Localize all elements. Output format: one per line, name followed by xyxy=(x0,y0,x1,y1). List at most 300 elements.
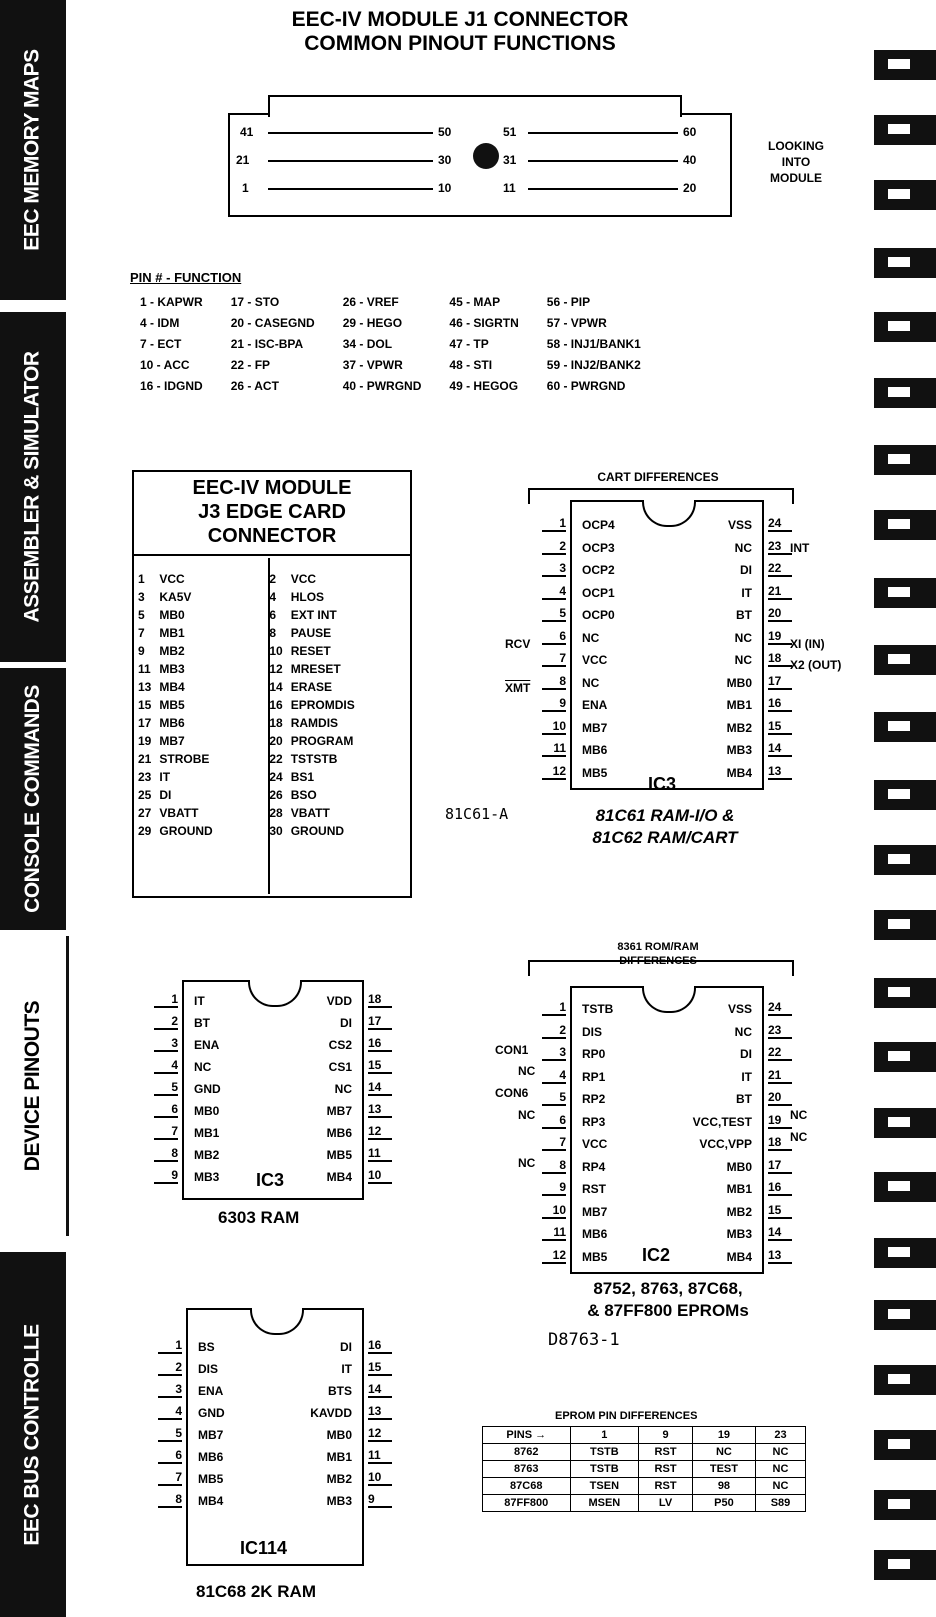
eprom-cell: P50 xyxy=(692,1495,755,1512)
pin-number: 12 xyxy=(542,764,566,780)
pin-number: 17 xyxy=(768,674,792,690)
eprom-cell: LV xyxy=(639,1495,693,1512)
int-label: INT xyxy=(790,541,810,555)
pin-signal: MB6 xyxy=(198,1450,224,1464)
pin-signal: DI xyxy=(740,1047,752,1061)
j3-pin-signal: STROBE xyxy=(159,752,210,766)
pin-signal: MB2 xyxy=(326,1472,352,1486)
pin-signal: DIS xyxy=(198,1362,219,1376)
pin-signal: ENA xyxy=(582,698,608,712)
j3-row xyxy=(134,588,359,606)
pin-number: 5 xyxy=(154,1080,178,1096)
pin-number: 1 xyxy=(542,516,566,532)
pin-signal: VSS xyxy=(727,1002,752,1016)
j3-pin-number: 25 xyxy=(138,788,152,802)
pin-signal: OCP4 xyxy=(582,518,615,532)
j3-pin-number: 3 xyxy=(138,590,145,604)
pin-number: 22 xyxy=(768,1045,792,1061)
pin-number: 20 xyxy=(768,1090,792,1106)
pin-number: 7 xyxy=(542,1135,566,1151)
pin-signal: DIS xyxy=(582,1024,603,1039)
eprom-cell: RST xyxy=(639,1461,693,1478)
pin-number: 20 xyxy=(768,606,792,622)
j3-pin-signal: ERASE xyxy=(290,680,333,694)
j3-pin-signal: EXT INT xyxy=(290,608,337,622)
pin-signal: KAVDD xyxy=(310,1406,352,1420)
pin-number: 6 xyxy=(542,629,566,645)
pin-signal: DI xyxy=(340,1016,352,1030)
eprom-row xyxy=(483,1478,806,1495)
pin-signal: BT xyxy=(194,1016,210,1030)
pin-signal: BT xyxy=(736,608,752,622)
eprom-cell: 8762 xyxy=(483,1444,571,1461)
pin-number: 10 xyxy=(542,1203,566,1219)
j3-pin-signal: MB3 xyxy=(159,662,185,676)
pin-number: 1 xyxy=(154,992,178,1008)
ic2-handwritten-note: D8763-1 xyxy=(548,1330,620,1350)
j3-row xyxy=(134,750,359,768)
pin-number: 23 xyxy=(768,539,792,555)
pin-signal: OCP0 xyxy=(582,608,615,622)
ic2-label: IC2 xyxy=(642,1245,671,1265)
j3-row xyxy=(134,714,359,732)
pin-number: 16 xyxy=(768,1180,792,1196)
pin-signal: CS2 xyxy=(328,1038,352,1052)
pin-number: 11 xyxy=(368,1146,392,1162)
eprom-cell: 87C68 xyxy=(483,1478,571,1495)
pin-number: 8 xyxy=(542,674,566,690)
j3-pin-signal: VBATT xyxy=(159,806,199,820)
j3-pin-signal: GROUND xyxy=(159,824,213,838)
pin-signal: MB6 xyxy=(582,743,608,757)
j3-pin-number: 14 xyxy=(269,680,283,694)
ic3-cart-top-label: CART DIFFERENCES xyxy=(597,470,719,484)
j3-pin-signal: EPROMDIS xyxy=(290,698,355,712)
j3-pin-number: 4 xyxy=(269,590,277,604)
pin-number: 11 xyxy=(368,1448,392,1464)
j3-pin-signal: BSO xyxy=(290,788,317,802)
eprom-cell: 98 xyxy=(692,1478,755,1495)
pin-signal: DI xyxy=(340,1340,352,1354)
con1-label: CON1 xyxy=(495,1043,529,1057)
pin-number: 14 xyxy=(368,1382,392,1398)
j3-pin-number: 27 xyxy=(138,806,152,820)
eprom-header-cell: 23 xyxy=(755,1427,805,1444)
pin-number: 2 xyxy=(542,539,566,555)
pin-number: 21 xyxy=(768,1068,792,1084)
pin-signal: IT xyxy=(741,1069,752,1084)
pin-signal: ENA xyxy=(194,1038,220,1052)
eprom-cell: TEST xyxy=(692,1461,755,1478)
pin-signal: VDD xyxy=(326,994,352,1008)
j3-pin-signal: MB2 xyxy=(159,644,185,658)
eprom-cell: 87FF800 xyxy=(483,1495,571,1512)
nc-label: NC xyxy=(790,1108,808,1122)
j3-pin-number: 7 xyxy=(138,626,145,640)
j3-pin-number: 10 xyxy=(269,644,283,658)
pin-number: 5 xyxy=(542,1090,566,1106)
j3-pin-signal: BS1 xyxy=(290,770,315,784)
pin-number: 23 xyxy=(768,1023,792,1039)
pin-function-col: 26 - VREF 29 - HEGO 34 - DOL 37 - VPWR 40 - PWRGND xyxy=(342,295,422,393)
pin-number: 2 xyxy=(158,1360,182,1376)
j3-row xyxy=(134,768,359,786)
j3-row xyxy=(134,804,359,822)
pin-signal: MB0 xyxy=(726,675,752,690)
eprom-diff-title: EPROM PIN DIFFERENCES xyxy=(555,1410,698,1422)
pin-number: 3 xyxy=(158,1382,182,1398)
pin-number: 3 xyxy=(542,561,566,577)
pin-signal: IT xyxy=(741,585,752,600)
eprom-cell: NC xyxy=(755,1444,805,1461)
pin-number: 12 xyxy=(368,1426,392,1442)
pin-signal: MB3 xyxy=(726,1227,752,1241)
pin-signal: GND xyxy=(194,1082,221,1096)
page-title: EEC-IV MODULE J1 CONNECTOR COMMON PINOUT FUNCTIONS xyxy=(291,8,629,55)
ic3-handwritten-note: 81C61-A xyxy=(445,805,509,823)
pin-number: 4 xyxy=(542,584,566,600)
eprom-row xyxy=(483,1461,806,1478)
pin-number: 18 xyxy=(768,651,792,667)
pin-signal: MB1 xyxy=(726,698,752,712)
pin-number: 9 xyxy=(368,1492,392,1508)
pin-number: 21 xyxy=(768,584,792,600)
pin-signal: NC xyxy=(734,630,752,645)
j3-pin-number: 8 xyxy=(269,626,277,640)
pin-number: 1 xyxy=(542,1000,566,1016)
pin-signal: VCC xyxy=(582,653,608,667)
pin-signal: TSTB xyxy=(582,1002,614,1016)
j3-pin-number: 18 xyxy=(269,716,283,730)
j3-pin-signal: MB7 xyxy=(159,734,185,748)
j3-pin-number: 2 xyxy=(269,572,277,586)
j3-pin-signal: VCC xyxy=(290,572,317,586)
pin-number: 4 xyxy=(542,1068,566,1084)
pin-signal: MB5 xyxy=(582,1249,608,1264)
eprom-header-cell: 1 xyxy=(570,1427,639,1444)
pin-signal: MB0 xyxy=(326,1428,352,1442)
pin-signal: MB1 xyxy=(194,1126,220,1140)
eprom-cell: MSEN xyxy=(570,1495,639,1512)
nc-label: NC xyxy=(518,1156,536,1170)
pin-number: 22 xyxy=(768,561,792,577)
pin-number: 16 xyxy=(368,1036,392,1052)
j3-pin-signal: PAUSE xyxy=(290,626,332,640)
j3-pin-signal: VBATT xyxy=(290,806,330,820)
rom-bracket xyxy=(528,960,794,976)
pin-signal: MB3 xyxy=(194,1170,220,1184)
pin-number: 17 xyxy=(768,1158,792,1174)
pin-signal: MB2 xyxy=(726,720,752,735)
eprom-cell: TSTB xyxy=(570,1444,639,1461)
pin-number: 2 xyxy=(154,1014,178,1030)
j3-pin-number: 20 xyxy=(269,734,283,748)
eprom-cell: S89 xyxy=(755,1495,805,1512)
pin-number: 8 xyxy=(154,1146,178,1162)
pin-number: 1 xyxy=(158,1338,182,1354)
pin-signal: GND xyxy=(198,1406,225,1420)
j3-pin-number: 22 xyxy=(269,752,283,766)
pin-signal: MB5 xyxy=(582,765,608,780)
pin-signal: NC xyxy=(734,540,752,555)
j3-pin-number: 13 xyxy=(138,680,152,694)
pin-signal: MB5 xyxy=(326,1148,352,1162)
pin-signal: RP0 xyxy=(582,1047,606,1061)
j3-pin-number: 23 xyxy=(138,770,152,784)
pin-signal: BT xyxy=(736,1092,752,1106)
pin-function-col: 1 - KAPWR 4 - IDM 7 - ECT 10 - ACC 16 - IDGND xyxy=(140,295,203,393)
j3-connector-box xyxy=(132,470,412,898)
ic2-eprom-chip xyxy=(552,986,782,1274)
pin-signal: MB4 xyxy=(726,765,752,780)
pin-function-col: 17 - STO 20 - CASEGND 21 - ISC-BPA 22 - FP 26 - ACT xyxy=(230,295,315,393)
pin-number: 14 xyxy=(768,1225,792,1241)
pin-signal: IT xyxy=(194,994,205,1008)
j3-pin-number: 21 xyxy=(138,752,152,766)
j3-pin-signal: HLOS xyxy=(290,590,325,604)
pin-signal: MB3 xyxy=(326,1494,352,1508)
ic114-caption: 81C68 2K RAM xyxy=(196,1582,316,1601)
pin-number: 19 xyxy=(768,629,792,645)
con6-label: CON6 xyxy=(495,1086,529,1100)
pin-signal: NC xyxy=(734,653,752,667)
pin-signal: MB6 xyxy=(582,1227,608,1241)
pin-number: 5 xyxy=(158,1426,182,1442)
pin-signal: ENA xyxy=(198,1384,224,1398)
pin-signal: NC xyxy=(734,1024,752,1039)
pin-number: 6 xyxy=(154,1102,178,1118)
eprom-cell: RST xyxy=(639,1478,693,1495)
j3-row xyxy=(134,696,359,714)
pin-signal: MB4 xyxy=(198,1494,224,1508)
pin-signal: OCP3 xyxy=(582,540,615,555)
pin-number: 7 xyxy=(542,651,566,667)
pin-signal: MB4 xyxy=(726,1249,752,1264)
j3-pin-table xyxy=(134,570,359,840)
pin-signal: MB7 xyxy=(198,1428,224,1442)
pin-signal: VCC,VPP xyxy=(699,1137,752,1151)
eprom-header-cell: 19 xyxy=(692,1427,755,1444)
ic3-caption: 81C61 RAM-I/O & 81C62 RAM/CART xyxy=(592,806,738,847)
pin-signal: MB4 xyxy=(326,1170,352,1184)
ic3-6303-chip xyxy=(171,980,382,1200)
eprom-cell: 8763 xyxy=(483,1461,571,1478)
ic114-chip xyxy=(175,1308,382,1566)
pin-number: 18 xyxy=(768,1135,792,1151)
pin-number: 15 xyxy=(768,1203,792,1219)
j3-pin-signal: RESET xyxy=(290,644,331,658)
j3-pin-number: 24 xyxy=(269,770,283,784)
pin-signal: MB7 xyxy=(582,1204,608,1219)
pin-number: 7 xyxy=(154,1124,178,1140)
j3-row xyxy=(134,570,359,588)
pin-number: 11 xyxy=(542,741,566,757)
pin-function-col: 56 - PIP 57 - VPWR 58 - INJ1/BANK1 59 - INJ2/BANK2 60 - PWRGND xyxy=(546,295,641,393)
pin-signal: VSS xyxy=(727,518,752,532)
j3-pin-number: 15 xyxy=(138,698,152,712)
j3-pin-number: 12 xyxy=(269,662,283,676)
nc-label: NC xyxy=(518,1108,536,1122)
pin-signal: MB3 xyxy=(726,743,752,757)
j3-pin-number: 11 xyxy=(138,662,151,676)
pin-number: 13 xyxy=(768,1248,792,1264)
j3-pin-signal: MB1 xyxy=(159,626,185,640)
pin-number: 11 xyxy=(542,1225,566,1241)
j3-pin-signal: MB6 xyxy=(159,716,185,730)
j3-pin-number: 26 xyxy=(269,788,283,802)
j3-pin-number: 17 xyxy=(138,716,152,730)
pin-number: 9 xyxy=(542,696,566,712)
pin-signal: MB1 xyxy=(326,1450,352,1464)
pin-number: 8 xyxy=(542,1158,566,1174)
j3-row xyxy=(134,624,359,642)
pin-number: 2 xyxy=(542,1023,566,1039)
pin-number: 13 xyxy=(368,1102,392,1118)
rcv-label: RCV xyxy=(505,637,531,651)
j3-row xyxy=(134,822,359,840)
j3-pin-signal: GROUND xyxy=(290,824,345,838)
pin-signal: IT xyxy=(341,1362,352,1376)
j3-pin-number: 6 xyxy=(269,608,277,622)
pin-signal: BS xyxy=(198,1340,215,1354)
eprom-cell: NC xyxy=(755,1461,805,1478)
j3-pin-signal: VCC xyxy=(159,572,185,586)
pin-signal: MB0 xyxy=(726,1159,752,1174)
pin-signal: NC xyxy=(334,1082,352,1096)
ic2-top-label: 8361 ROM/RAM DIFFERENCES xyxy=(617,941,699,967)
eprom-row xyxy=(483,1495,806,1512)
pin-number: 10 xyxy=(368,1168,392,1184)
ic114-label: IC114 xyxy=(240,1538,288,1558)
j3-title: EEC-IV MODULE J3 EDGE CARD CONNECTOR xyxy=(134,472,410,556)
pin-number: 16 xyxy=(768,696,792,712)
j3-pin-signal: IT xyxy=(159,770,171,784)
pin-number: 15 xyxy=(768,719,792,735)
ic3-cart-label: IC3 xyxy=(648,774,677,794)
j3-pin-signal: MB4 xyxy=(159,680,185,694)
pin-signal: RP4 xyxy=(582,1159,606,1174)
pin-signal: OCP2 xyxy=(582,563,615,577)
x2-out-label: X2 (OUT) xyxy=(790,658,842,672)
xmt-label: $\overline{XMT}$ xyxy=(505,681,531,695)
pin-signal: MB2 xyxy=(194,1148,220,1162)
pin-signal: NC xyxy=(582,630,600,645)
pin-signal: MB1 xyxy=(726,1182,752,1196)
ic3-cart-chip xyxy=(552,500,782,790)
pin-number: 7 xyxy=(158,1470,182,1486)
pin-number: 12 xyxy=(368,1124,392,1140)
j3-pin-number: 5 xyxy=(138,608,145,622)
pin-number: 14 xyxy=(368,1080,392,1096)
j3-pin-signal: MRESET xyxy=(290,662,341,676)
ic2-caption: 8752, 8763, 87C68, & 87FF800 EPROMs xyxy=(587,1279,749,1320)
pin-signal: VCC xyxy=(582,1137,608,1151)
nc-label: NC xyxy=(790,1130,808,1144)
j3-pin-signal: MB5 xyxy=(159,698,185,712)
pin-signal: MB5 xyxy=(198,1472,224,1486)
xi-in-label: XI (IN) xyxy=(790,637,825,651)
pin-signal: NC xyxy=(194,1060,212,1074)
eprom-cell: TSEN xyxy=(570,1478,639,1495)
nc-label: NC xyxy=(518,1064,536,1078)
ic3-6303-caption: 6303 RAM xyxy=(218,1208,300,1227)
pin-number: 6 xyxy=(542,1113,566,1129)
pin-number: 5 xyxy=(542,606,566,622)
pin-function-heading: PIN # - FUNCTION xyxy=(130,270,242,285)
tab-device-pinouts[interactable]: DEVICE PINOUTS xyxy=(0,936,69,1236)
pin-number: 9 xyxy=(154,1168,178,1184)
pin-signal: MB7 xyxy=(582,720,608,735)
pin-number: 10 xyxy=(542,719,566,735)
tab-assembler-simulator[interactable]: ASSEMBLER & SIMULATOR xyxy=(0,312,66,662)
eprom-row xyxy=(483,1444,806,1461)
eprom-diff-table xyxy=(482,1426,806,1512)
eprom-cell: RST xyxy=(639,1444,693,1461)
pin-number: 13 xyxy=(368,1404,392,1420)
eprom-header-cell: 9 xyxy=(639,1427,693,1444)
j3-row xyxy=(134,642,359,660)
pin-number: 24 xyxy=(768,1000,792,1016)
pin-signal: RST xyxy=(582,1182,606,1196)
j3-pin-number: 30 xyxy=(269,824,283,838)
pin-number: 3 xyxy=(154,1036,178,1052)
pin-number: 15 xyxy=(368,1360,392,1376)
pin-signal: MB0 xyxy=(194,1104,220,1118)
pin-signal: RP3 xyxy=(582,1114,606,1129)
eprom-cell: NC xyxy=(692,1444,755,1461)
pin-signal: RP2 xyxy=(582,1092,606,1106)
tab-console-commands[interactable]: CONSOLE COMMANDS xyxy=(0,668,66,930)
eprom-cell: TSTB xyxy=(570,1461,639,1478)
pin-number: 17 xyxy=(368,1014,392,1030)
pin-function-col: 45 - MAP 46 - SIGRTN 47 - TP 48 - STI 49 - HEGOG xyxy=(449,295,519,393)
j3-row xyxy=(134,732,359,750)
pin-number: 10 xyxy=(368,1470,392,1486)
j3-pin-signal: RAMDIS xyxy=(290,716,339,730)
j1-connector-diagram: 41 50 51 60 21 30 31 40 1 10 11 20 xyxy=(228,95,728,220)
pin-number: 12 xyxy=(542,1248,566,1264)
pin-number: 14 xyxy=(768,741,792,757)
j3-row xyxy=(134,786,359,804)
j3-row xyxy=(134,678,359,696)
eprom-header-cell: PINS → xyxy=(483,1427,571,1444)
pin-number: 19 xyxy=(768,1113,792,1129)
pin-signal: VCC,TEST xyxy=(692,1114,752,1129)
j3-pin-signal: TSTSTB xyxy=(290,752,338,766)
pin-signal: RP1 xyxy=(582,1069,606,1084)
pin-signal: MB6 xyxy=(326,1126,352,1140)
pin-number: 8 xyxy=(158,1492,182,1508)
j3-pin-signal: PROGRAM xyxy=(290,734,354,748)
pin-signal: CS1 xyxy=(328,1060,352,1074)
eprom-cell: NC xyxy=(755,1478,805,1495)
pin-signal: OCP1 xyxy=(582,585,615,600)
looking-into-module-note: LOOKING INTO MODULE xyxy=(768,139,824,185)
tab-eec-memory-maps[interactable]: EEC MEMORY MAPS xyxy=(0,0,66,300)
pin-signal: MB7 xyxy=(326,1104,352,1118)
pin-number: 4 xyxy=(158,1404,182,1420)
pin-signal: MB2 xyxy=(726,1204,752,1219)
key-hole xyxy=(473,143,499,169)
pin-number: 15 xyxy=(368,1058,392,1074)
ic3-6303-label: IC3 xyxy=(256,1170,285,1190)
pin-number: 13 xyxy=(768,764,792,780)
j3-pin-number: 28 xyxy=(269,806,283,820)
j3-pin-number: 19 xyxy=(138,734,152,748)
tab-eec-bus-controller[interactable]: EEC BUS CONTROLLE xyxy=(0,1252,66,1617)
pin-signal: BTS xyxy=(328,1384,352,1398)
j3-pin-number: 29 xyxy=(138,824,152,838)
